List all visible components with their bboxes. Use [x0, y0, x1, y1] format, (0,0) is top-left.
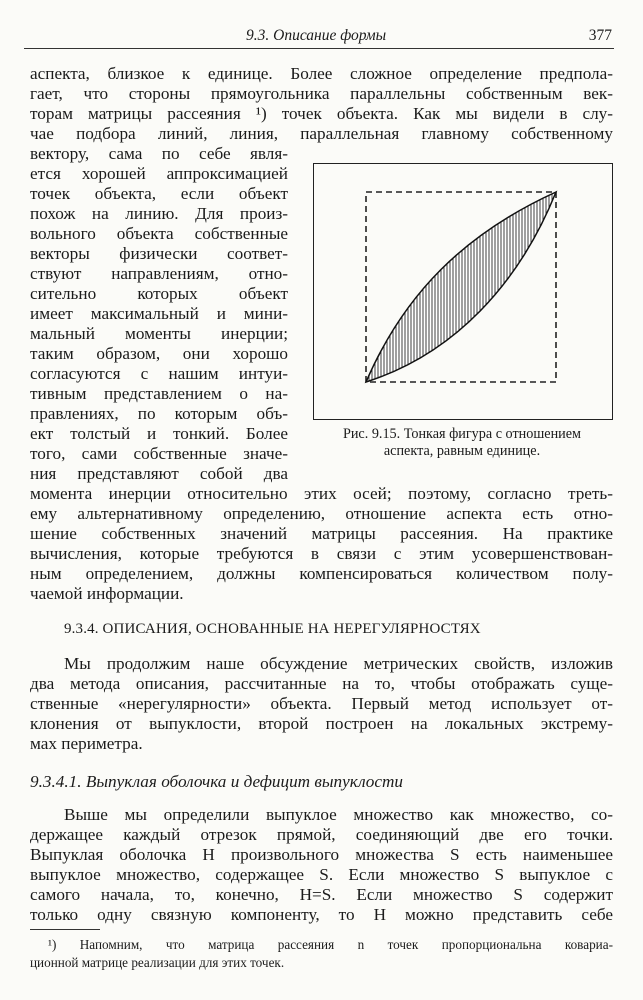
- wrap-line: похож на линию. Для произ-: [30, 204, 288, 223]
- subsection-line: только одну связную компоненту, то H можно представить себе: [30, 905, 613, 924]
- body-line: аспекта, близкое к единице. Более сложное определение предпола-: [30, 64, 613, 83]
- wrap-line: ется хорошей аппроксимацией: [30, 164, 288, 183]
- section-heading: 9.3.4. ОПИСАНИЯ, ОСНОВАННЫЕ НА НЕРЕГУЛЯРНОСТЯХ: [64, 621, 481, 637]
- wrap-line: вольного объекта собственные: [30, 224, 288, 243]
- body-line: момента инерции относительно этих осей; поэтому, согласно треть-: [30, 484, 613, 503]
- subsection-line: Выше мы определили выпуклое множество как множество, со-: [64, 805, 613, 824]
- section-line: Мы продолжим наше обсуждение метрических свойств, изложив: [64, 654, 613, 673]
- page-number: 377: [588, 27, 612, 44]
- wrap-line: мальный моменты инерции;: [30, 324, 288, 343]
- subsection-heading: 9.3.4.1. Выпуклая оболочка и дефицит выпуклости: [30, 772, 404, 791]
- body-line: ему альтернативному определению, отношение аспекта есть отно-: [30, 504, 613, 523]
- wrap-line: того, сами собственные значе-: [30, 444, 288, 463]
- section-line: два метода описания, рассчитанные на то, чтобы отображать суще-: [30, 674, 613, 693]
- body-line: торам матрицы рассеяния ¹) точек объекта. Как мы видели в слу-: [30, 104, 613, 123]
- caption-line: Рис. 9.15. Тонкая фигура с отношением: [342, 426, 582, 442]
- running-header: [24, 27, 614, 49]
- subsection-line: Выпуклая оболочка H произвольного множества S есть наименьшее: [30, 845, 613, 864]
- body-line: шение собственных значений матрицы рассеяния. На практике: [30, 524, 613, 543]
- body-line: ным определением, должны компенсироваться количеством полу-: [30, 564, 613, 583]
- thin-lens-shape: [366, 192, 556, 382]
- wrap-line: согласуются с нашим интуи-: [30, 364, 288, 383]
- subsection-line: держащее каждый отрезок прямой, соединяющий две его точки.: [30, 825, 613, 844]
- wrap-line: правлениях, по которым объ-: [30, 404, 288, 423]
- wrap-line: тивным представлением о на-: [30, 384, 288, 403]
- body-line: чаемой информации.: [30, 584, 184, 603]
- running-title: 9.3. Описание формы: [246, 27, 387, 44]
- caption-line: аспекта, равным единице.: [383, 443, 541, 459]
- section-line: клонения от выпуклости, второй построен на локальных экстрему-: [30, 714, 613, 733]
- wrap-line: векторы физически соответ-: [30, 244, 288, 263]
- wrap-line: ект толстый и тонкий. Более: [30, 424, 288, 443]
- section-line: мах периметра.: [30, 734, 143, 753]
- body-line: гает, что стороны прямоугольника параллельны собственным век-: [30, 84, 613, 103]
- thin-lens-figure: [314, 164, 614, 421]
- header-rule: [24, 48, 614, 49]
- figure-caption: [312, 426, 612, 460]
- footnote-rule: [30, 929, 100, 930]
- footnote-line: ¹) Напомним, что матрица рассеяния n точек пропорциональна ковариа-: [48, 937, 613, 952]
- subsection-line: выпуклое множество, содержащее S. Если множество S выпуклое с: [30, 865, 613, 884]
- wrap-line: имеет максимальный и мини-: [30, 304, 288, 323]
- wrap-line: ния представляют собой два: [30, 464, 288, 483]
- body-line: вычисления, которые требуются в связи с этим усовершенствован-: [30, 544, 613, 563]
- section-line: ственные «нерегулярности» объекта. Первый метод использует от-: [30, 694, 613, 713]
- footnote-line: ционной матрице реализации для этих точек.: [30, 955, 285, 970]
- wrap-line: таким образом, они хорошо: [30, 344, 288, 363]
- wrap-line: сительно которых объект: [30, 284, 288, 303]
- body-line: чае подбора линий, линия, параллельная главному собственному: [30, 124, 613, 143]
- figure-frame: [313, 163, 613, 420]
- wrap-line: вектору, сама по себе явля-: [30, 144, 288, 163]
- wrap-line: точек объекта, если объект: [30, 184, 288, 203]
- wrap-line: ствуют направлениям, отно-: [30, 264, 288, 283]
- subsection-line: самого начала, то, конечно, H=S. Если множество S содержит: [30, 885, 613, 904]
